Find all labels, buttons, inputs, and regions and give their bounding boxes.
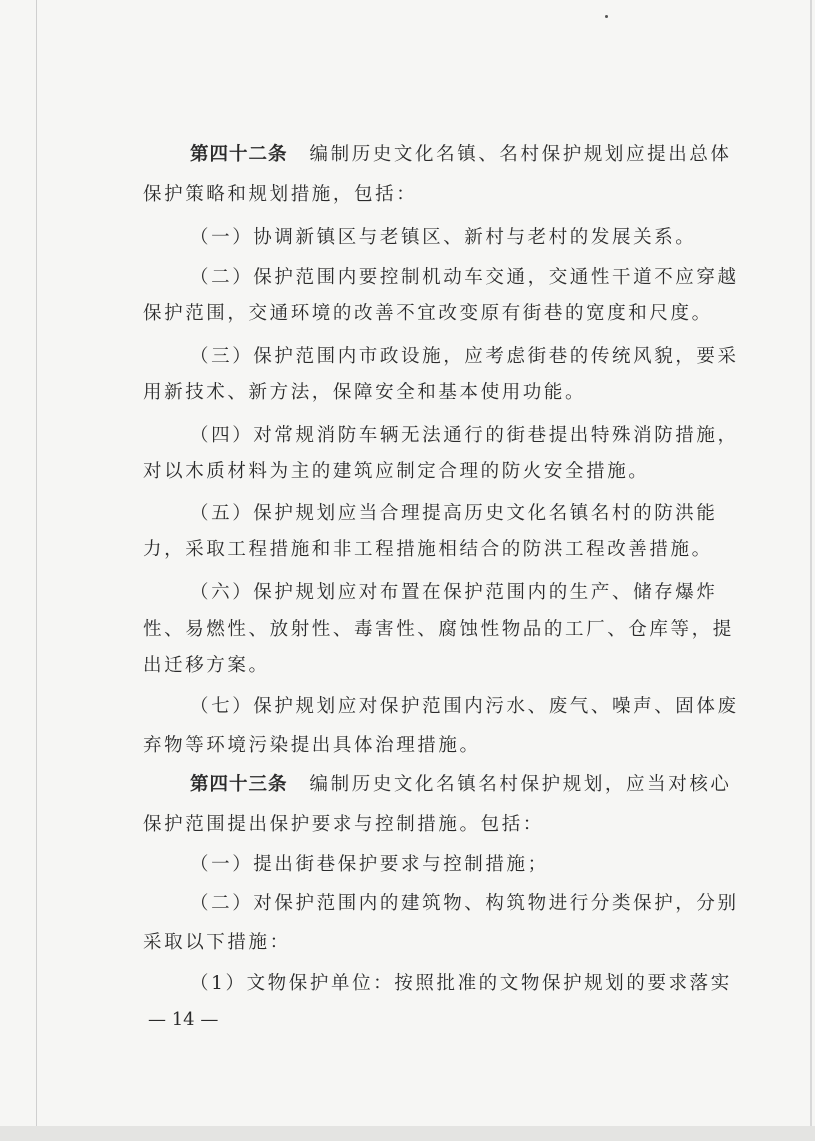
item-43-1-line-1: （一）提出街巷保护要求与控制措施； bbox=[190, 854, 549, 875]
page-number: — 14 — bbox=[148, 1009, 219, 1030]
article-43-heading: 第四十三条 bbox=[190, 774, 288, 795]
item-42-6-line-3: 出迁移方案。 bbox=[143, 655, 270, 676]
item-42-3-line-2: 用新技术、新方法，保障安全和基本使用功能。 bbox=[143, 382, 587, 403]
article-43-text-1: 编制历史文化名镇名村保护规划，应当对核心 bbox=[309, 774, 732, 795]
scan-speck bbox=[605, 15, 608, 18]
scan-right-edge bbox=[810, 0, 812, 1141]
item-42-5-line-2: 力，采取工程措施和非工程措施相结合的防洪工程改善措施。 bbox=[143, 539, 713, 560]
item-42-4-line-2: 对以木质材料为主的建筑应制定合理的防火安全措施。 bbox=[143, 461, 650, 482]
article-42-text-1: 编制历史文化名镇、名村保护规划应提出总体 bbox=[309, 144, 732, 165]
item-42-6-line-1: （六）保护规划应对布置在保护范围内的生产、储存爆炸 bbox=[190, 582, 718, 603]
item-42-4-line-1: （四）对常规消防车辆无法通行的街巷提出特殊消防措施， bbox=[190, 425, 739, 446]
item-42-5-line-1: （五）保护规划应当合理提高历史文化名镇名村的防洪能 bbox=[190, 503, 718, 524]
article-42-heading: 第四十二条 bbox=[190, 144, 288, 165]
article-42-line-1 bbox=[190, 143, 742, 167]
item-43-2-line-1: （二）对保护范围内的建筑物、构筑物进行分类保护，分别 bbox=[190, 893, 739, 914]
item-42-7-line-2: 弃物等环境污染提出具体治理措施。 bbox=[143, 735, 481, 756]
article-43-line-2: 保护范围提出保护要求与控制措施。包括： bbox=[143, 814, 544, 835]
scan-bottom-edge bbox=[0, 1126, 815, 1141]
article-42-line-2: 保护策略和规划措施，包括： bbox=[143, 184, 418, 205]
item-42-2-line-2: 保护范围，交通环境的改善不宜改变原有街巷的宽度和尺度。 bbox=[143, 303, 713, 324]
item-43-2-sub-1: （1）文物保护单位：按照批准的文物保护规划的要求落实 bbox=[190, 973, 732, 994]
item-42-2-line-1: （二）保护范围内要控制机动车交通，交通性干道不应穿越 bbox=[190, 267, 739, 288]
item-42-1-line-1: （一）协调新镇区与老镇区、新村与老村的发展关系。 bbox=[190, 227, 697, 248]
article-43-line-1 bbox=[190, 773, 742, 797]
scan-left-edge bbox=[36, 0, 37, 1141]
item-42-6-line-2: 性、易燃性、放射性、毒害性、腐蚀性物品的工厂、仓库等，提 bbox=[143, 619, 734, 640]
item-42-7-line-1: （七）保护规划应对保护范围内污水、废气、噪声、固体废 bbox=[190, 696, 739, 717]
item-42-3-line-1: （三）保护范围内市政设施，应考虑街巷的传统风貌，要采 bbox=[190, 346, 739, 367]
item-43-2-line-2: 采取以下措施： bbox=[143, 932, 291, 953]
